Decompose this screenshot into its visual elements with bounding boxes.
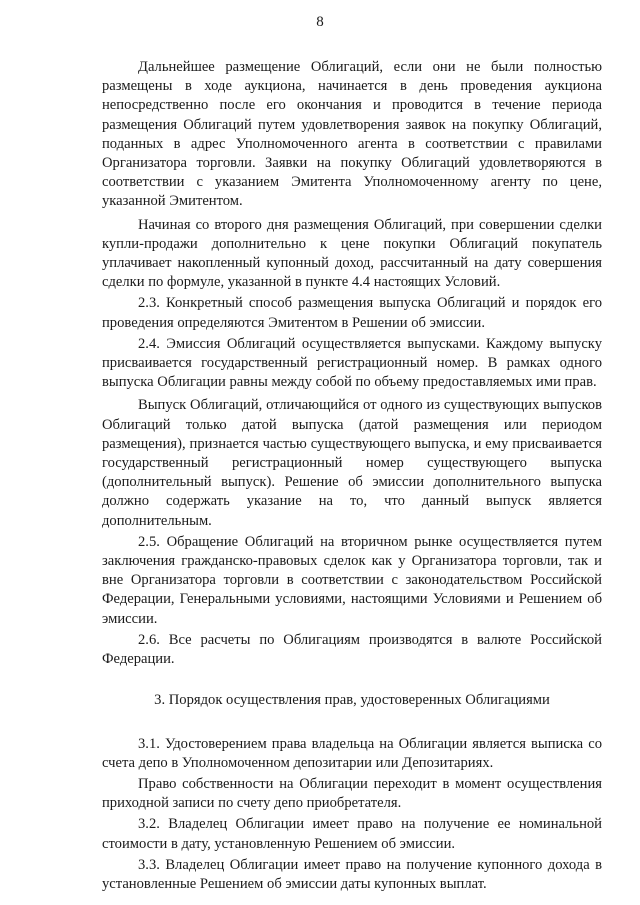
paragraph-additional-issue: Выпуск Облигаций, отличающийся от одного из существующих выпусков Облигаций только датой выпуска (датой размещения или периодом размещения), признается частью существующего выпуска, и ему присваивается государственный регистрационный номер существующего выпуска (дополнительный выпуск). Решение об эмиссии дополнительного выпуска должно содержать указание на то, что данный выпуск является дополнительным. (102, 397, 602, 529)
paragraph-2-3: 2.3. Конкретный способ размещения выпуска Облигаций и порядок его проведения определяются Эмитентом в Решении об эмиссии. (102, 295, 602, 331)
paragraph-2-6: 2.6. Все расчеты по Облигациям производятся в валюте Российской Федерации. (102, 631, 602, 668)
paragraph-ownership: Право собственности на Облигации переходит в момент осуществления приходной записи по счету депо приобретателя. (102, 775, 602, 812)
paragraph-coupon-income: Начиная со второго дня размещения Облигаций, при совершении сделки купли-продажи дополнительно к цене покупки Облигаций покупатель уплачивает накопленный купонный доход, рассчитанный на дату совершения сделки по формуле, указанной в пункте 4.4 настоящих Условий. (102, 216, 602, 291)
paragraph-3-3: 3.3. Владелец Облигации имеет право на получение купонного дохода в установленные Решением об эмиссии даты купонных выплат. (102, 856, 602, 892)
section-heading: 3. Порядок осуществления прав, удостоверенных Облигациями (154, 692, 550, 709)
document-body (102, 58, 602, 894)
page-number: 8 (316, 14, 324, 30)
paragraph-3-2: 3.2. Владелец Облигации имеет право на получение ее номинальной стоимости в дату, установленную Решением об эмиссии. (102, 816, 602, 852)
paragraph-3-1: 3.1. Удостоверением права владельца на Облигации является выписка со счета депо в Уполномоченном депозитарии или Депозитариях. (102, 735, 602, 771)
paragraph-placement-continuation: Дальнейшее размещение Облигаций, если они не были полностью размещены в ходе аукциона, начинается в день проведения аукциона непосредственно после его окончания и проводится в течение периода размещения Облигаций путем удовлетворения заявок на покупку Облигаций, поданных в адрес Уполномоченного агента в соответствии с правилами Организатора торговли. Заявки на покупку Облигаций удовлетворяются в соответствии с указанием Эмитента Уполномоченному агенту по цене, указанной Эмитентом. (102, 59, 602, 210)
paragraph-2-4: 2.4. Эмиссия Облигаций осуществляется выпусками. Каждому выпуску присваивается государственный регистрационный номер. В рамках одного выпуска Облигации равны между собой по объему предоставляемых ими прав. (102, 335, 602, 391)
paragraph-2-5: 2.5. Обращение Облигаций на вторичном рынке осуществляется путем заключения гражданско-правовых сделок как у Организатора торговли, так и вне Организатора торговли в соответствии с законодательством Российской Федерации, Генеральными условиями, настоящими Условиями и Решением об эмиссии. (102, 533, 602, 627)
